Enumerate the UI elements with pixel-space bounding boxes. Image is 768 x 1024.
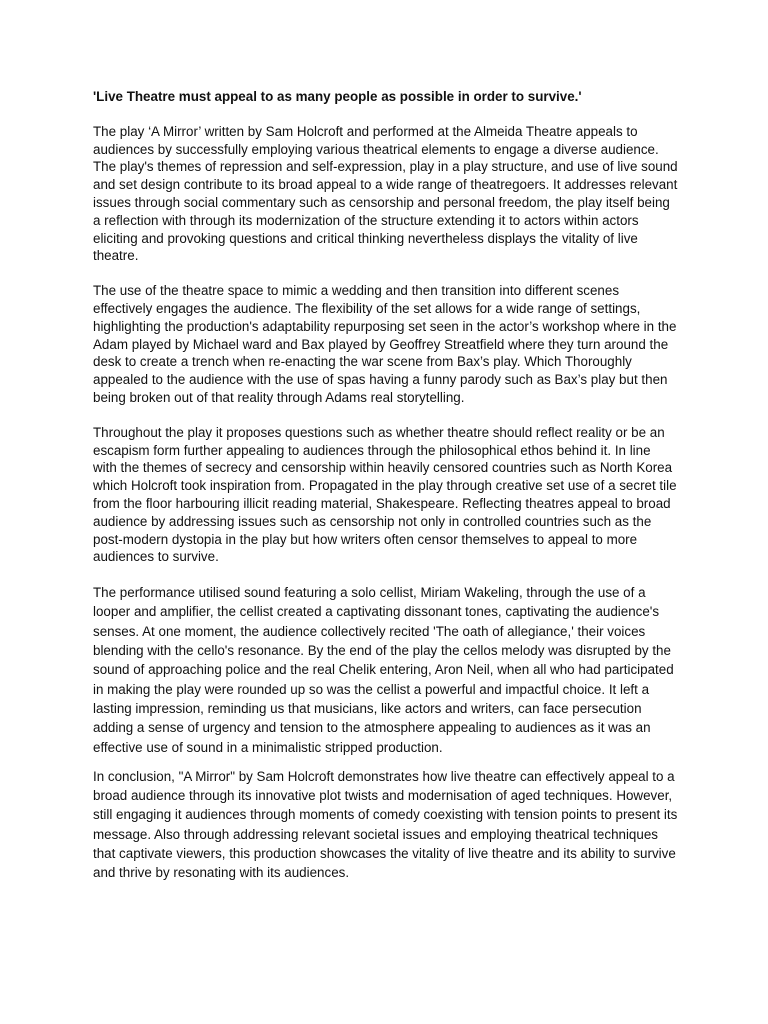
paragraph-theatre-space: The use of the theatre space to mimic a wedding and then transition into different scenes effectively engages the audience. The flexibility of the set allows for a wide range of settings, highlighting the production's adaptability repurposing set seen in the actor’s workshop where in the Adam played by Michael ward and Bax played by Geoffrey Streatfield where they turn around the desk to create a trench when re-enacting the war scene from Bax’s play. Which Thoroughly appealed to the audience with the use of spas having a funny parody such as Bax’s play but then being broken out of that reality through Adams real storytelling. [93,283,677,405]
paragraph-performance-sound: The performance utilised sound featuring a solo cellist, Miriam Wakeling, through the use of a looper and amplifier, the cellist created a captivating dissonant tones, captivating the audience's senses. At one moment, the audience collectively recited 'The oath of allegiance,' their voices blending with the cello's resonance. By the end of the play the cellos melody was disrupted by the sound of approaching police and the real Chelik entering, Aron Neil, when all who had participated in making the play were rounded up so was the cellist a powerful and impactful choice. It left a lasting impression, reminding us that musicians, like actors and writers, can face persecution adding a sense of urgency and tension to the atmosphere appealing to audiences as it was an effective use of sound in a minimalistic stripped production. [93,585,674,755]
paragraph-introduction: The play ‘A Mirror’ written by Sam Holcroft and performed at the Almeida Theatre appeals to audiences by successfully employing various theatrical elements to engage a diverse audience. The play's themes of repression and self-expression, play in a play structure, and use of live sound and set design contribute to its broad appeal to a wide range of theatregoers. It addresses relevant issues through social commentary such as censorship and personal freedom, the play itself being a reflection with through its modernization of the structure extending it to actors within actors eliciting and provoking questions and critical thinking nevertheless displays the vitality of live theatre. [93,123,678,264]
document-page [93,88,678,883]
essay-title: 'Live Theatre must appeal to as many people as possible in order to survive.' [93,89,582,104]
paragraph-conclusion: In conclusion, "A Mirror" by Sam Holcroft demonstrates how live theatre can effectively appeal to a broad audience through its innovative plot twists and modernisation of aged techniques. However, still engaging it audiences through moments of comedy coexisting with tension points to present its message. Also through addressing relevant societal issues and employing theatrical techniques that captivate viewers, this production showcases the vitality of live theatre and its ability to survive and thrive by resonating with its audiences. [93,768,678,881]
paragraph-questions: Throughout the play it proposes questions such as whether theatre should reflect reality or be an escapism form further appealing to audiences through the philosophical ethos behind it. In line with the themes of secrecy and censorship within heavily censored countries such as North Korea which Holcroft took inspiration from. Propagated in the play through creative set use of a secret tile from the floor harbouring illicit reading material, Shakespeare. Reflecting theatres appeal to broad audience by addressing issues such as censorship not only in controlled countries such as the post-modern dystopia in the play but how writers often censor themselves to appeal to more audiences to survive. [93,424,677,565]
